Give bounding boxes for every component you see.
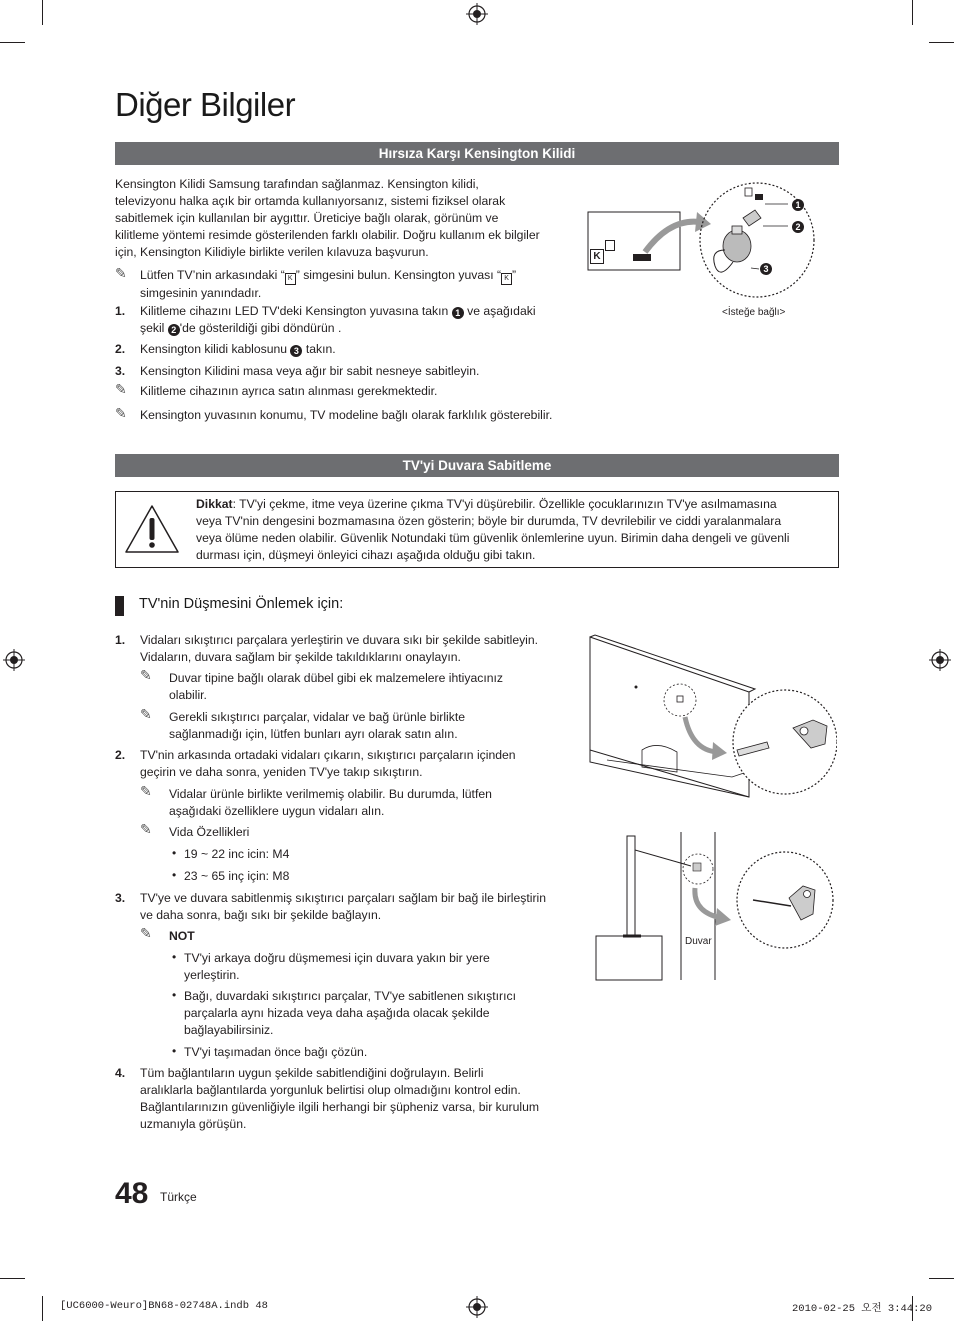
crop-mark bbox=[42, 1296, 43, 1321]
wall-note-4: Vida Özellikleri bbox=[169, 825, 250, 839]
kensington-step-1: Kilitleme cihazını LED TV'deki Kensington yuvasına takın 1 ve aşağıdaki şekil 2 'de gösterildiği gibi döndürün . bbox=[140, 304, 536, 335]
subheading-marker bbox=[115, 596, 124, 616]
step-number: 3. bbox=[115, 364, 126, 378]
wall-step-2: TV'nin arkasında ortadaki vidaları çıkarın, sıkıştırıcı parçaların içinden geçirin ve daha sonra, yeniden TV'ye takıp sıkıştırın. bbox=[140, 748, 516, 779]
bullet: • bbox=[172, 1044, 177, 1058]
kensington-k-label: K bbox=[590, 249, 604, 264]
wall-label: Duvar bbox=[685, 936, 712, 947]
circled-number-1: 1 bbox=[452, 307, 464, 319]
note-icon: ✎ bbox=[140, 706, 152, 722]
wall-illustration bbox=[593, 832, 838, 982]
kensington-note-3: Kensington yuvasının konumu, TV modeline bağlı olarak farklılık gösterebilir. bbox=[140, 408, 553, 422]
wall-note-3: Vidalar ürünle birlikte verilmemiş olabilir. Bu durumda, lütfen aşağıdaki özelliklere uygun vidaları alın. bbox=[169, 787, 492, 818]
kensington-symbol-icon: K bbox=[285, 273, 296, 285]
note-icon: ✎ bbox=[115, 381, 127, 397]
wall-step-4: Tüm bağlantıların uygun şekilde sabitlendiğini doğrulayın. Belirli aralıklarla bağlantılarda yorgunluk belirtisi olup olmadığını kontrol edin. Bağlantılarınızın güvenliğiyle ilgili herhangi bir şüpheniz varsa, bir kurulum uzmanıyla görüşün. bbox=[140, 1066, 540, 1131]
bullet: • bbox=[172, 868, 177, 882]
kensington-step-3: Kensington Kilidini masa veya ağır bir sabit nesneye sabitleyin. bbox=[140, 364, 480, 378]
not-item: TV'yi taşımadan önce bağı çözün. bbox=[184, 1045, 368, 1059]
step-number: 2. bbox=[115, 342, 126, 356]
section-heading-wall: TV'yi Duvara Sabitleme bbox=[115, 454, 839, 477]
page-number: 48 bbox=[115, 1177, 149, 1210]
circled-number-3: 3 bbox=[760, 263, 772, 275]
step-number: 1. bbox=[115, 633, 126, 647]
kensington-note-2: Kilitleme cihazının ayrıca satın alınması gerekmektedir. bbox=[140, 384, 438, 398]
note-icon: ✎ bbox=[115, 265, 127, 281]
step-number: 4. bbox=[115, 1066, 126, 1080]
registration-mark-icon bbox=[466, 1296, 488, 1318]
crop-mark bbox=[0, 1278, 25, 1279]
step-number: 2. bbox=[115, 748, 126, 762]
kensington-step-2: Kensington kilidi kablosunu 3 takın. bbox=[140, 342, 336, 356]
wall-note-2: Gerekli sıkıştırıcı parçalar, vidalar ve bağ ürünle birlikte sağlanmadığı için, lütfen bunları ayrı olarak satın alın. bbox=[169, 710, 466, 741]
crop-mark bbox=[929, 1278, 954, 1279]
footer-file: [UC6000-Weuro]BN68-02748A.indb 48 bbox=[60, 1300, 268, 1312]
circled-number-3: 3 bbox=[290, 345, 302, 357]
not-item: Bağı, duvardaki sıkıştırıcı parçalar, TV'ye sabitlenen sıkıştırıcı parçalarla aynı hizada veya daha aşağıda olacak şekilde bağlayabilirsiniz. bbox=[184, 989, 516, 1037]
wall-step-3: TV'ye ve duvara sabitlenmiş sıkıştırıcı parçaları sağlam bir bağ ile birleştirin ve daha sonra, bağı sıkı bir şekilde bağlayın. bbox=[140, 891, 547, 922]
kensington-note-1: Lütfen TV’nin arkasındaki “ K ” simgesini bulun. Kensington yuvası “ K ” simgesinin yanındadır. bbox=[140, 268, 517, 300]
wall-step-1: Vidaları sıkıştırıcı parçalara yerleştirin ve duvara sıkı bir şekilde sabitleyin. Vidaların, duvara sağlam bir şekilde takıldıklarını onaylayın. bbox=[140, 633, 539, 664]
bullet: • bbox=[172, 846, 177, 860]
registration-mark-icon bbox=[3, 649, 25, 671]
registration-mark-icon bbox=[929, 649, 951, 671]
page-language: Türkçe bbox=[160, 1190, 197, 1204]
footer-date: 2010-02-25 오전 3:44:20 bbox=[792, 1303, 933, 1315]
circled-number-2: 2 bbox=[168, 324, 180, 336]
warning-icon bbox=[123, 503, 181, 555]
note-icon: ✎ bbox=[140, 925, 152, 941]
note-icon: ✎ bbox=[140, 667, 152, 683]
crop-mark bbox=[912, 0, 913, 25]
figure-caption: <İsteğe bağlı> bbox=[722, 307, 786, 318]
lock-icon bbox=[605, 240, 615, 251]
kensington-intro: Kensington Kilidi Samsung tarafından sağlanmaz. Kensington kilidi, televizyonu halka açık bir ortamda kullanıyorsanız, sistemi fiziksel olarak sabitlemek için kullanılan bir aygıttır. Üreticiye bağlı olarak, görünüm ve kilitleme yöntemi resimde gösterilenden farklı olabilir. Doğru kullanım ek bilgiler için, Kensington Kilidiyle birlikte verilen kılavuza başvurun. bbox=[115, 177, 540, 259]
step-number: 3. bbox=[115, 891, 126, 905]
section-heading-kensington: Hırsıza Karşı Kensington Kilidi bbox=[115, 142, 839, 165]
wall-note-1: Duvar tipine bağlı olarak dübel gibi ek malzemelere ihtiyacınız olabilir. bbox=[169, 671, 503, 702]
subheading: TV'nin Düşmesini Önlemek için: bbox=[139, 596, 344, 612]
note-icon: ✎ bbox=[140, 783, 152, 799]
spec-item: 19 ~ 22 inc icin: M4 bbox=[184, 847, 290, 861]
crop-mark bbox=[0, 42, 25, 43]
kensington-symbol-icon: K bbox=[501, 273, 512, 285]
not-item: TV'yi arkaya doğru düşmemesi için duvara yakın bir yere yerleştirin. bbox=[184, 951, 490, 982]
note-icon: ✎ bbox=[115, 405, 127, 421]
page-title: Diğer Bilgiler bbox=[115, 86, 296, 123]
not-label: NOT bbox=[169, 929, 195, 943]
bullet: • bbox=[172, 988, 177, 1002]
note-icon: ✎ bbox=[140, 821, 152, 837]
caution-text: Dikkat: TV'yi çekme, itme veya üzerine çıkma TV'yi düşürebilir. Özellikle çocuklarınızın TV'ye asılmamasına veya TV'nin dengesini bozmamasına özen gösterin; böyle bir durumda, TV devrilebilir ve ciddi yaralanmalara veya ölüme neden olabilir. Güvenlik Notundaki tüm güvenlik önlemlerine uyun. Birimin daha dengeli ve güvenli durması için, düşmeyi önleyici cihazı aşağıda olduğu gibi takın. bbox=[196, 497, 790, 562]
crop-mark bbox=[929, 42, 954, 43]
bullet: • bbox=[172, 950, 177, 964]
registration-mark-icon bbox=[466, 3, 488, 25]
step-number: 1. bbox=[115, 304, 126, 318]
circled-number-2: 2 bbox=[792, 221, 804, 233]
kensington-lock-illustration bbox=[585, 170, 820, 305]
tv-back-illustration bbox=[587, 632, 837, 802]
crop-mark bbox=[42, 0, 43, 25]
spec-item: 23 ~ 65 inç için: M8 bbox=[184, 869, 290, 883]
circled-number-1: 1 bbox=[792, 199, 804, 211]
